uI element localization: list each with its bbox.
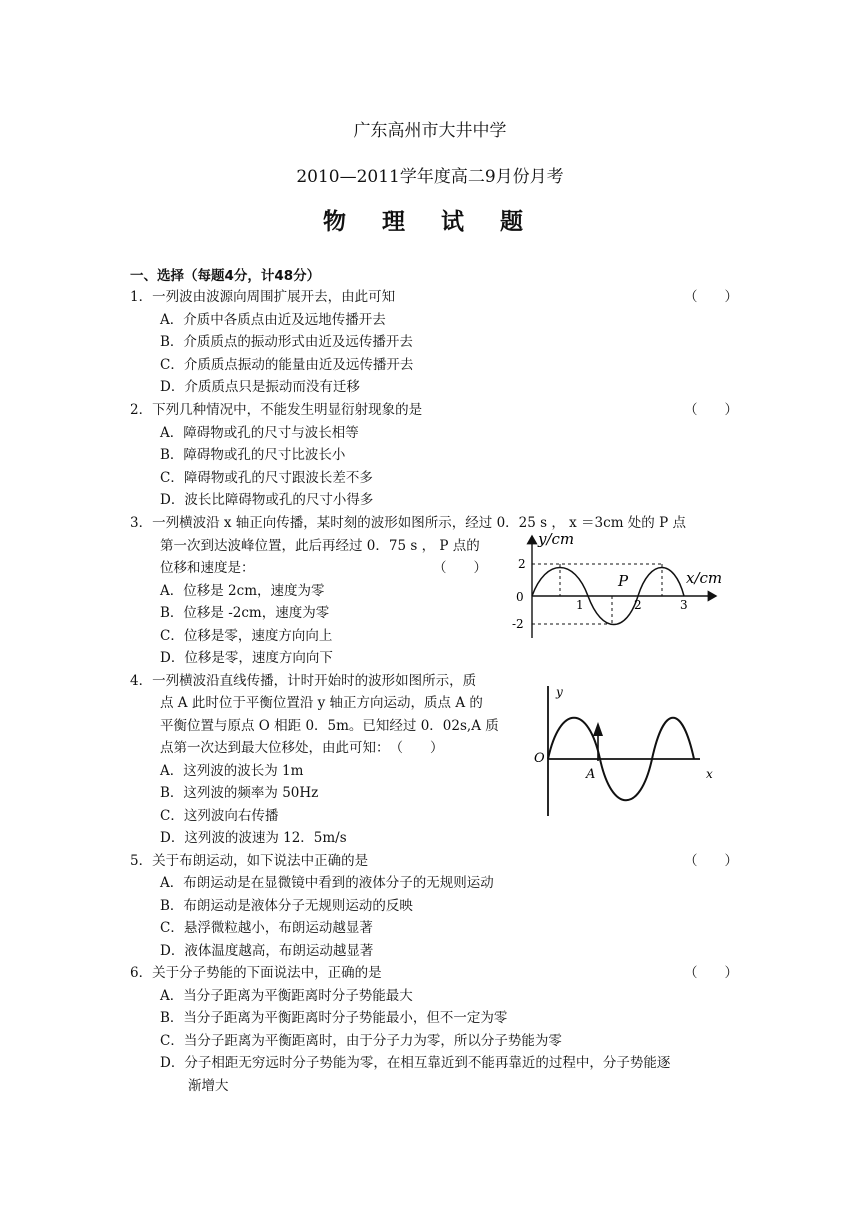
tick-label: 2 (634, 598, 642, 612)
answer-paren: （ ） (684, 853, 738, 869)
question-6-option-b: B．当分子距离为平衡距离时分子势能最小，但不一定为零 (160, 1010, 508, 1026)
question-3-line: 位移和速度是： (160, 560, 255, 576)
arrow-head-icon (593, 722, 603, 736)
tick-label: 3 (680, 598, 688, 612)
answer-paren: （ ） (433, 560, 487, 576)
question-2-option-a: A．障碍物或孔的尺寸与波长相等 (160, 425, 359, 441)
question-1-stem: 1．一列波由波源向周围扩展开去，由此可知 (130, 289, 396, 305)
school-name: 广东高州市大井中学 (353, 121, 507, 141)
tick-label: -2 (512, 617, 524, 631)
tick-label: 1 (576, 598, 584, 612)
question-4-option-c: C．这列波向右传播 (160, 808, 279, 824)
question-4-wave-figure (530, 682, 730, 818)
x-axis-label: x (706, 767, 713, 781)
question-6-option-d-continuation: 渐增大 (188, 1078, 229, 1094)
section-title: 一、选择（每题4分，计48分） (130, 268, 321, 284)
answer-paren: （ ） (684, 965, 738, 981)
question-3-option-a: A．位移是 2cm，速度为零 (160, 583, 325, 599)
question-1-option-c: C．介质质点振动的能量由近及远传播开去 (160, 357, 414, 373)
question-5-option-b: B．布朗运动是液体分子无规则运动的反映 (160, 898, 413, 914)
question-2-option-b: B．障碍物或孔的尺寸比波长小 (160, 447, 346, 463)
question-4-option-a: A．这列波的波长为 1m (160, 763, 304, 779)
question-5-option-a: A．布朗运动是在显微镜中看到的液体分子的无规则运动 (160, 875, 494, 891)
question-6-option-c: C．当分子距离为平衡距离时，由于分子力为零，所以分子势能为零 (160, 1033, 562, 1049)
question-4-stem: 4．一列横波沿直线传播，计时开始时的波形如图所示，质 (130, 673, 477, 689)
question-4-line: 平衡位置与原点 O 相距 0．5m。已知经过 0．02s,A 质 (160, 718, 499, 734)
exam-name: 2010—2011学年度高二9月份月考 (296, 167, 564, 187)
question-4-option-b: B．这列波的频率为 50Hz (160, 785, 319, 801)
question-1-option-b: B．介质质点的振动形式由近及远传播开去 (160, 334, 413, 350)
question-3-wave-figure (508, 528, 744, 640)
point-label: A (586, 767, 596, 782)
question-3-stem: 3．一列横波沿 x 轴正向传播，某时刻的波形如图所示，经过 0．25 s ， x ＝3cm 处的 P 点 (130, 515, 686, 531)
question-2-option-d: D．波长比障碍物或孔的尺寸小得多 (160, 492, 374, 508)
question-1-option-a: A．介质中各质点由近及远地传播开去 (160, 312, 386, 328)
question-3-line: 第一次到达波峰位置，此后再经过 0．75 s ， P 点的 (160, 538, 480, 554)
y-axis-label: y/cm (538, 530, 575, 548)
page-title: 物 理 试 题 (322, 209, 538, 235)
question-5-option-d: D．液体温度越高，布朗运动越显著 (160, 943, 374, 959)
origin-label: O (534, 751, 545, 766)
question-6-stem: 6．关于分子势能的下面说法中，正确的是 (130, 965, 382, 981)
question-5-option-c: C．悬浮微粒越小，布朗运动越显著 (160, 920, 373, 936)
point-label: P (618, 572, 629, 590)
question-3-option-d: D．位移是零，速度方向向下 (160, 650, 333, 666)
question-6-option-d: D．分子相距无穷远时分子势能为零，在相互靠近到不能再靠近的过程中，分子势能逐 (160, 1055, 671, 1071)
question-4-line: 点第一次达到最大位移处，由此可知： （ ） (160, 740, 444, 756)
question-5-stem: 5．关于布朗运动，如下说法中正确的是 (130, 853, 369, 869)
tick-label: 2 (518, 557, 526, 571)
question-2-option-c: C．障碍物或孔的尺寸跟波长差不多 (160, 470, 373, 486)
question-4-option-d: D．这列波的波速为 12．5m/s (160, 830, 347, 846)
question-6-option-a: A．当分子距离为平衡距离时分子势能最大 (160, 988, 413, 1004)
question-4-line: 点 A 此时位于平衡位置沿 y 轴正方向运动，质点 A 的 (160, 695, 483, 711)
origin-label: 0 (516, 590, 524, 604)
answer-paren: （ ） (684, 402, 738, 418)
question-3-option-b: B．位移是 -2cm，速度为零 (160, 605, 330, 621)
question-3-option-c: C．位移是零，速度方向向上 (160, 628, 333, 644)
x-axis-label: x/cm (686, 569, 723, 587)
question-1-option-d: D．介质质点只是振动而没有迁移 (160, 379, 360, 395)
answer-paren: （ ） (684, 289, 738, 305)
question-2-stem: 2．下列几种情况中，不能发生明显衍射现象的是 (130, 402, 423, 418)
y-axis-label: y (556, 685, 563, 699)
